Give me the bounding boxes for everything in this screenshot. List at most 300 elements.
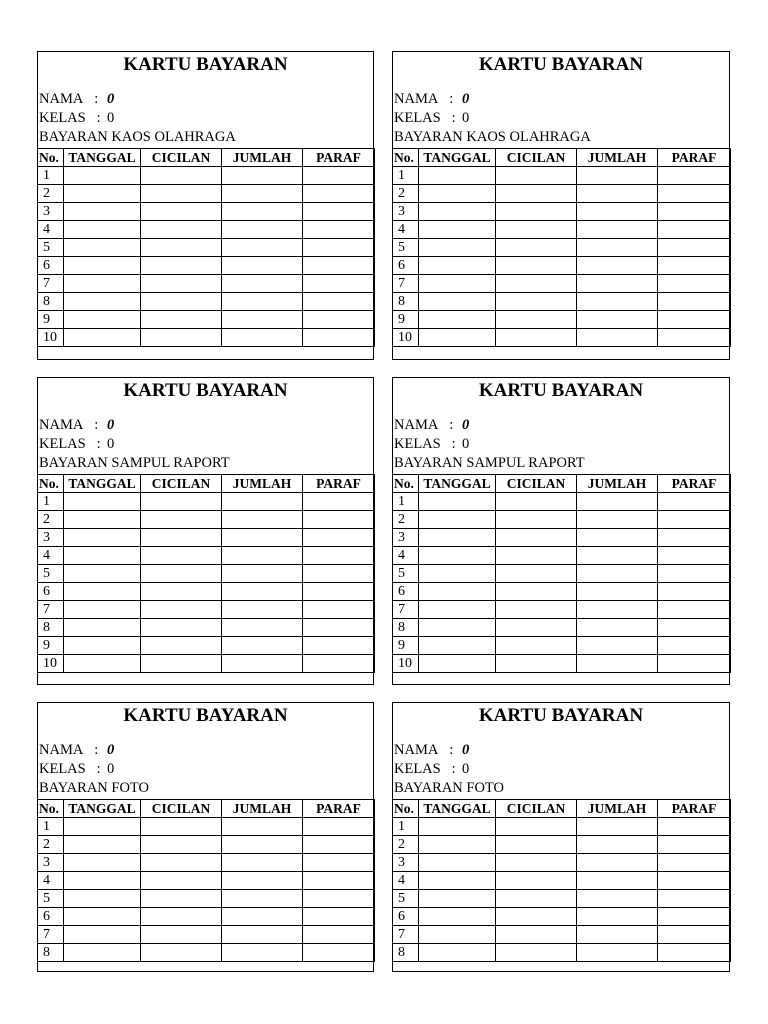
cicilan-cell[interactable] — [141, 529, 222, 547]
cicilan-cell[interactable] — [141, 293, 222, 311]
cicilan-cell[interactable] — [141, 583, 222, 601]
tanggal-cell[interactable] — [419, 275, 496, 293]
paraf-cell[interactable] — [303, 655, 375, 673]
paraf-cell[interactable] — [303, 818, 375, 836]
cicilan-cell[interactable] — [496, 872, 577, 890]
tanggal-cell[interactable] — [419, 565, 496, 583]
jumlah-cell[interactable] — [222, 818, 303, 836]
table-row — [393, 311, 731, 329]
cicilan-cell[interactable] — [496, 293, 577, 311]
tanggal-cell[interactable] — [419, 493, 496, 511]
payment-subject: BAYARAN SAMPUL RAPORT — [394, 455, 585, 471]
jumlah-cell[interactable] — [577, 908, 658, 926]
jumlah-cell[interactable] — [577, 836, 658, 854]
col-tanggal-header: TANGGAL — [64, 149, 141, 167]
tanggal-cell[interactable] — [64, 275, 141, 293]
tanggal-cell[interactable] — [64, 185, 141, 203]
cicilan-cell[interactable] — [496, 493, 577, 511]
paraf-cell[interactable] — [658, 818, 731, 836]
row-number: 3 — [38, 203, 64, 221]
tanggal-cell[interactable] — [64, 601, 141, 619]
table-row — [393, 872, 731, 890]
tanggal-cell[interactable] — [419, 836, 496, 854]
cicilan-cell[interactable] — [141, 311, 222, 329]
table-header-row — [393, 475, 731, 493]
paraf-cell[interactable] — [303, 601, 375, 619]
row-number: 9 — [393, 311, 419, 329]
paraf-cell[interactable] — [303, 311, 375, 329]
tanggal-cell[interactable] — [64, 547, 141, 565]
tanggal-cell[interactable] — [419, 185, 496, 203]
tanggal-cell[interactable] — [419, 167, 496, 185]
tanggal-cell[interactable] — [64, 311, 141, 329]
table-row — [393, 203, 731, 221]
jumlah-cell[interactable] — [222, 619, 303, 637]
paraf-cell[interactable] — [658, 239, 731, 257]
cicilan-cell[interactable] — [496, 239, 577, 257]
paraf-cell[interactable] — [303, 854, 375, 872]
jumlah-cell[interactable] — [577, 293, 658, 311]
jumlah-cell[interactable] — [577, 185, 658, 203]
jumlah-cell[interactable] — [577, 311, 658, 329]
table-row — [393, 547, 731, 565]
table-row — [38, 511, 375, 529]
tanggal-cell[interactable] — [419, 926, 496, 944]
jumlah-cell[interactable] — [577, 239, 658, 257]
nama-label: NAMA : — [39, 91, 99, 107]
jumlah-cell[interactable] — [577, 637, 658, 655]
jumlah-cell[interactable] — [222, 293, 303, 311]
tanggal-cell[interactable] — [64, 511, 141, 529]
col-jumlah-header: JUMLAH — [577, 149, 658, 167]
row-number: 8 — [393, 944, 419, 962]
jumlah-cell[interactable] — [577, 221, 658, 239]
tanggal-cell[interactable] — [419, 890, 496, 908]
paraf-cell[interactable] — [303, 493, 375, 511]
paraf-cell[interactable] — [658, 221, 731, 239]
row-number: 6 — [393, 257, 419, 275]
cicilan-cell[interactable] — [496, 619, 577, 637]
cicilan-cell[interactable] — [141, 257, 222, 275]
tanggal-cell[interactable] — [419, 221, 496, 239]
paraf-cell[interactable] — [303, 529, 375, 547]
jumlah-cell[interactable] — [577, 257, 658, 275]
cicilan-cell[interactable] — [141, 601, 222, 619]
cicilan-cell[interactable] — [496, 203, 577, 221]
tanggal-cell[interactable] — [64, 926, 141, 944]
nama-line — [39, 416, 114, 435]
cicilan-cell[interactable] — [141, 221, 222, 239]
tanggal-cell[interactable] — [419, 908, 496, 926]
tanggal-cell[interactable] — [64, 655, 141, 673]
paraf-cell[interactable] — [658, 872, 731, 890]
table-row — [393, 293, 731, 311]
row-number: 1 — [393, 818, 419, 836]
table-row — [393, 655, 731, 673]
jumlah-cell[interactable] — [222, 257, 303, 275]
cicilan-cell[interactable] — [496, 818, 577, 836]
jumlah-cell[interactable] — [222, 167, 303, 185]
row-number: 4 — [38, 547, 64, 565]
row-number: 7 — [38, 275, 64, 293]
jumlah-cell[interactable] — [222, 329, 303, 347]
paraf-cell[interactable] — [303, 203, 375, 221]
tanggal-cell[interactable] — [64, 239, 141, 257]
tanggal-cell[interactable] — [419, 329, 496, 347]
cicilan-cell[interactable] — [141, 565, 222, 583]
cicilan-cell[interactable] — [141, 854, 222, 872]
paraf-cell[interactable] — [303, 275, 375, 293]
paraf-cell[interactable] — [658, 203, 731, 221]
tanggal-cell[interactable] — [419, 619, 496, 637]
cicilan-cell[interactable] — [141, 619, 222, 637]
cicilan-cell[interactable] — [496, 836, 577, 854]
jumlah-cell[interactable] — [222, 239, 303, 257]
jumlah-cell[interactable] — [222, 908, 303, 926]
cicilan-cell[interactable] — [496, 311, 577, 329]
paraf-cell[interactable] — [303, 167, 375, 185]
paraf-cell[interactable] — [303, 547, 375, 565]
jumlah-cell[interactable] — [577, 890, 658, 908]
paraf-cell[interactable] — [658, 583, 731, 601]
cicilan-cell[interactable] — [496, 583, 577, 601]
table-row — [393, 275, 731, 293]
tanggal-cell[interactable] — [64, 529, 141, 547]
nama-value: 0 — [462, 91, 470, 107]
table-row — [38, 872, 375, 890]
paraf-cell[interactable] — [303, 944, 375, 962]
cicilan-cell[interactable] — [141, 167, 222, 185]
jumlah-cell[interactable] — [577, 601, 658, 619]
jumlah-cell[interactable] — [222, 872, 303, 890]
paraf-cell[interactable] — [658, 944, 731, 962]
jumlah-cell[interactable] — [577, 854, 658, 872]
card-title: KARTU BAYARAN — [478, 54, 644, 75]
jumlah-cell[interactable] — [577, 547, 658, 565]
col-paraf-header: PARAF — [658, 475, 731, 493]
paraf-cell[interactable] — [658, 293, 731, 311]
table-row — [393, 185, 731, 203]
paraf-cell[interactable] — [658, 619, 731, 637]
tanggal-cell[interactable] — [419, 601, 496, 619]
col-no-header: No. — [393, 475, 419, 493]
jumlah-cell[interactable] — [222, 547, 303, 565]
cicilan-cell[interactable] — [496, 221, 577, 239]
tanggal-cell[interactable] — [419, 944, 496, 962]
jumlah-cell[interactable] — [577, 583, 658, 601]
tanggal-cell[interactable] — [64, 908, 141, 926]
payment-subject: BAYARAN SAMPUL RAPORT — [39, 455, 230, 471]
tanggal-cell[interactable] — [419, 293, 496, 311]
paraf-cell[interactable] — [303, 619, 375, 637]
row-number: 2 — [38, 511, 64, 529]
jumlah-cell[interactable] — [577, 565, 658, 583]
cicilan-cell[interactable] — [496, 944, 577, 962]
row-number: 10 — [38, 329, 64, 347]
tanggal-cell[interactable] — [419, 257, 496, 275]
jumlah-cell[interactable] — [222, 583, 303, 601]
jumlah-cell[interactable] — [222, 836, 303, 854]
paraf-cell[interactable] — [658, 836, 731, 854]
paraf-cell[interactable] — [658, 511, 731, 529]
jumlah-cell[interactable] — [577, 872, 658, 890]
table-row — [393, 221, 731, 239]
kelas-line — [39, 760, 114, 779]
cicilan-cell[interactable] — [141, 818, 222, 836]
jumlah-cell[interactable] — [222, 493, 303, 511]
paraf-cell[interactable] — [303, 637, 375, 655]
jumlah-cell[interactable] — [222, 926, 303, 944]
tanggal-cell[interactable] — [64, 221, 141, 239]
tanggal-cell[interactable] — [64, 203, 141, 221]
tanggal-cell[interactable] — [64, 565, 141, 583]
cicilan-cell[interactable] — [496, 529, 577, 547]
tanggal-cell[interactable] — [64, 493, 141, 511]
cicilan-cell[interactable] — [141, 185, 222, 203]
table-row — [38, 275, 375, 293]
tanggal-cell[interactable] — [419, 547, 496, 565]
cicilan-cell[interactable] — [496, 167, 577, 185]
kelas-line — [39, 435, 114, 454]
cicilan-cell[interactable] — [141, 926, 222, 944]
jumlah-cell[interactable] — [577, 818, 658, 836]
tanggal-cell[interactable] — [419, 511, 496, 529]
paraf-cell[interactable] — [303, 293, 375, 311]
paraf-cell[interactable] — [303, 583, 375, 601]
row-number: 8 — [393, 293, 419, 311]
tanggal-cell[interactable] — [64, 257, 141, 275]
paraf-cell[interactable] — [658, 257, 731, 275]
tanggal-cell[interactable] — [64, 167, 141, 185]
jumlah-cell[interactable] — [577, 619, 658, 637]
cicilan-cell[interactable] — [141, 872, 222, 890]
cicilan-cell[interactable] — [496, 511, 577, 529]
tanggal-cell[interactable] — [64, 293, 141, 311]
table-row — [38, 221, 375, 239]
paraf-cell[interactable] — [303, 926, 375, 944]
paraf-cell[interactable] — [658, 601, 731, 619]
nama-value: 0 — [107, 91, 115, 107]
cicilan-cell[interactable] — [496, 926, 577, 944]
jumlah-cell[interactable] — [222, 311, 303, 329]
paraf-cell[interactable] — [303, 221, 375, 239]
tanggal-cell[interactable] — [64, 872, 141, 890]
tanggal-cell[interactable] — [419, 655, 496, 673]
table-row — [38, 565, 375, 583]
jumlah-cell[interactable] — [577, 493, 658, 511]
table-row — [38, 818, 375, 836]
cicilan-cell[interactable] — [496, 637, 577, 655]
tanggal-cell[interactable] — [419, 583, 496, 601]
cicilan-cell[interactable] — [141, 493, 222, 511]
kelas-label: KELAS : — [39, 436, 101, 452]
tanggal-cell[interactable] — [64, 818, 141, 836]
paraf-cell[interactable] — [658, 908, 731, 926]
tanggal-cell[interactable] — [64, 583, 141, 601]
cicilan-cell[interactable] — [141, 239, 222, 257]
row-number: 1 — [38, 167, 64, 185]
card-title: KARTU BAYARAN — [478, 705, 644, 726]
paraf-cell[interactable] — [303, 836, 375, 854]
cicilan-cell[interactable] — [496, 185, 577, 203]
paraf-cell[interactable] — [658, 311, 731, 329]
paraf-cell[interactable] — [658, 167, 731, 185]
jumlah-cell[interactable] — [222, 221, 303, 239]
cicilan-cell[interactable] — [496, 257, 577, 275]
cicilan-cell[interactable] — [141, 203, 222, 221]
jumlah-cell[interactable] — [577, 655, 658, 673]
paraf-cell[interactable] — [658, 547, 731, 565]
paraf-cell[interactable] — [658, 275, 731, 293]
table-row — [38, 854, 375, 872]
payment-subject: BAYARAN FOTO — [39, 780, 149, 796]
table-row — [38, 329, 375, 347]
tanggal-cell[interactable] — [419, 311, 496, 329]
paraf-cell[interactable] — [658, 529, 731, 547]
cicilan-cell[interactable] — [141, 511, 222, 529]
paraf-cell[interactable] — [303, 185, 375, 203]
paraf-cell[interactable] — [658, 565, 731, 583]
jumlah-cell[interactable] — [577, 529, 658, 547]
cicilan-cell[interactable] — [141, 637, 222, 655]
cicilan-cell[interactable] — [496, 547, 577, 565]
paraf-cell[interactable] — [658, 655, 731, 673]
col-paraf-header: PARAF — [303, 475, 375, 493]
jumlah-cell[interactable] — [577, 167, 658, 185]
tanggal-cell[interactable] — [419, 818, 496, 836]
row-number: 3 — [38, 854, 64, 872]
table-header-row — [38, 475, 375, 493]
jumlah-cell[interactable] — [222, 565, 303, 583]
cicilan-cell[interactable] — [141, 908, 222, 926]
paraf-cell[interactable] — [303, 565, 375, 583]
jumlah-cell[interactable] — [577, 944, 658, 962]
jumlah-cell[interactable] — [222, 637, 303, 655]
nama-label: NAMA : — [394, 742, 454, 758]
table-row — [38, 257, 375, 275]
tanggal-cell[interactable] — [64, 329, 141, 347]
cicilan-cell[interactable] — [141, 890, 222, 908]
tanggal-cell[interactable] — [419, 203, 496, 221]
kelas-value: 0 — [107, 761, 115, 777]
col-paraf-header: PARAF — [658, 149, 731, 167]
row-number: 6 — [393, 908, 419, 926]
jumlah-cell[interactable] — [222, 529, 303, 547]
paraf-cell[interactable] — [303, 872, 375, 890]
row-number: 6 — [38, 583, 64, 601]
table-row — [393, 511, 731, 529]
col-jumlah-header: JUMLAH — [577, 475, 658, 493]
paraf-cell[interactable] — [303, 890, 375, 908]
tanggal-cell[interactable] — [64, 637, 141, 655]
tanggal-cell[interactable] — [419, 637, 496, 655]
row-number: 4 — [393, 221, 419, 239]
cicilan-cell[interactable] — [141, 275, 222, 293]
card-title: KARTU BAYARAN — [478, 380, 644, 401]
tanggal-cell[interactable] — [419, 872, 496, 890]
cicilan-cell[interactable] — [496, 275, 577, 293]
jumlah-cell[interactable] — [577, 329, 658, 347]
paraf-cell[interactable] — [658, 185, 731, 203]
row-number: 9 — [38, 637, 64, 655]
tanggal-cell[interactable] — [64, 944, 141, 962]
cicilan-cell[interactable] — [496, 565, 577, 583]
kelas-label: KELAS : — [394, 761, 456, 777]
jumlah-cell[interactable] — [222, 275, 303, 293]
cicilan-cell[interactable] — [141, 944, 222, 962]
jumlah-cell[interactable] — [577, 511, 658, 529]
tanggal-cell[interactable] — [419, 529, 496, 547]
kelas-label: KELAS : — [394, 436, 456, 452]
jumlah-cell[interactable] — [222, 203, 303, 221]
paraf-cell[interactable] — [658, 637, 731, 655]
row-number: 6 — [38, 257, 64, 275]
table-row — [38, 655, 375, 673]
cicilan-cell[interactable] — [496, 655, 577, 673]
tanggal-cell[interactable] — [64, 619, 141, 637]
jumlah-cell[interactable] — [222, 944, 303, 962]
paraf-cell[interactable] — [303, 257, 375, 275]
paraf-cell[interactable] — [658, 926, 731, 944]
cicilan-cell[interactable] — [496, 329, 577, 347]
jumlah-cell[interactable] — [222, 185, 303, 203]
tanggal-cell[interactable] — [64, 854, 141, 872]
cicilan-cell[interactable] — [141, 836, 222, 854]
card-title: KARTU BAYARAN — [123, 380, 288, 401]
table-row — [38, 185, 375, 203]
row-number: 3 — [393, 203, 419, 221]
cicilan-cell[interactable] — [496, 890, 577, 908]
jumlah-cell[interactable] — [222, 854, 303, 872]
paraf-cell[interactable] — [658, 890, 731, 908]
jumlah-cell[interactable] — [577, 275, 658, 293]
cicilan-cell[interactable] — [496, 908, 577, 926]
jumlah-cell[interactable] — [222, 511, 303, 529]
col-paraf-header: PARAF — [658, 800, 731, 818]
table-header-row — [38, 149, 375, 167]
tanggal-cell[interactable] — [419, 239, 496, 257]
row-number: 7 — [393, 275, 419, 293]
payment-card — [37, 377, 374, 685]
cicilan-cell[interactable] — [141, 655, 222, 673]
cicilan-cell[interactable] — [496, 854, 577, 872]
jumlah-cell[interactable] — [222, 655, 303, 673]
paraf-cell[interactable] — [658, 493, 731, 511]
paraf-cell[interactable] — [658, 854, 731, 872]
jumlah-cell[interactable] — [222, 890, 303, 908]
jumlah-cell[interactable] — [577, 926, 658, 944]
cicilan-cell[interactable] — [141, 547, 222, 565]
tanggal-cell[interactable] — [64, 890, 141, 908]
paraf-cell[interactable] — [303, 239, 375, 257]
tanggal-cell[interactable] — [419, 854, 496, 872]
paraf-cell[interactable] — [303, 908, 375, 926]
jumlah-cell[interactable] — [577, 203, 658, 221]
jumlah-cell[interactable] — [222, 601, 303, 619]
table-row — [393, 529, 731, 547]
row-number: 5 — [38, 890, 64, 908]
row-number: 1 — [393, 167, 419, 185]
paraf-cell[interactable] — [658, 329, 731, 347]
cicilan-cell[interactable] — [141, 329, 222, 347]
paraf-cell[interactable] — [303, 511, 375, 529]
cicilan-cell[interactable] — [496, 601, 577, 619]
paraf-cell[interactable] — [303, 329, 375, 347]
table-row — [38, 311, 375, 329]
tanggal-cell[interactable] — [64, 836, 141, 854]
col-tanggal-header: TANGGAL — [64, 800, 141, 818]
row-number: 5 — [38, 239, 64, 257]
